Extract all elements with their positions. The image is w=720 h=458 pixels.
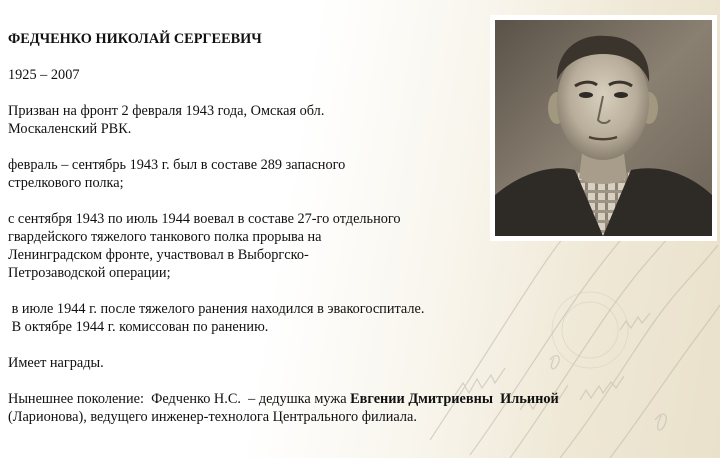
bio-line: в июле 1944 г. после тяжелого ранения находился в эвакогоспитале. xyxy=(8,301,425,317)
bio-line: стрелкового полка; xyxy=(8,175,124,191)
bio-line: февраль – сентябрь 1943 г. был в составе 289 запасного xyxy=(8,157,346,173)
generation-prefix: Нынешнее поколение: Федченко Н.С. – дедушка мужа xyxy=(8,391,351,407)
bio-line: гвардейского тяжелого танкового полка прорыва на xyxy=(8,229,322,245)
generation-line-2: (Ларионова), ведущего инженер-технолога Центрального филиала. xyxy=(8,409,417,425)
life-years: 1925 – 2007 xyxy=(8,67,80,83)
generation-line xyxy=(8,390,559,408)
bio-line: с сентября 1943 по июль 1944 воевал в составе 27-го отдельного xyxy=(8,211,401,227)
biography-text xyxy=(8,30,559,426)
awards-line: Имеет награды. xyxy=(8,355,104,371)
bio-line: Призван на фронт 2 февраля 1943 года, Омская обл. xyxy=(8,103,325,119)
bio-line: В октябре 1944 г. комиссован по ранению. xyxy=(8,319,269,335)
portrait-photo-frame xyxy=(490,15,717,241)
bio-line: Петрозаводской операции; xyxy=(8,265,171,281)
person-name: ФЕДЧЕНКО НИКОЛАЙ СЕРГЕЕВИЧ xyxy=(8,31,262,47)
portrait-photo xyxy=(495,20,712,236)
generation-bold-name: Евгении Дмитриевны Ильиной xyxy=(350,391,559,407)
bio-line: Москаленский РВК. xyxy=(8,121,132,137)
bio-line: Ленинградском фронте, участвовал в Выборгско- xyxy=(8,247,309,263)
